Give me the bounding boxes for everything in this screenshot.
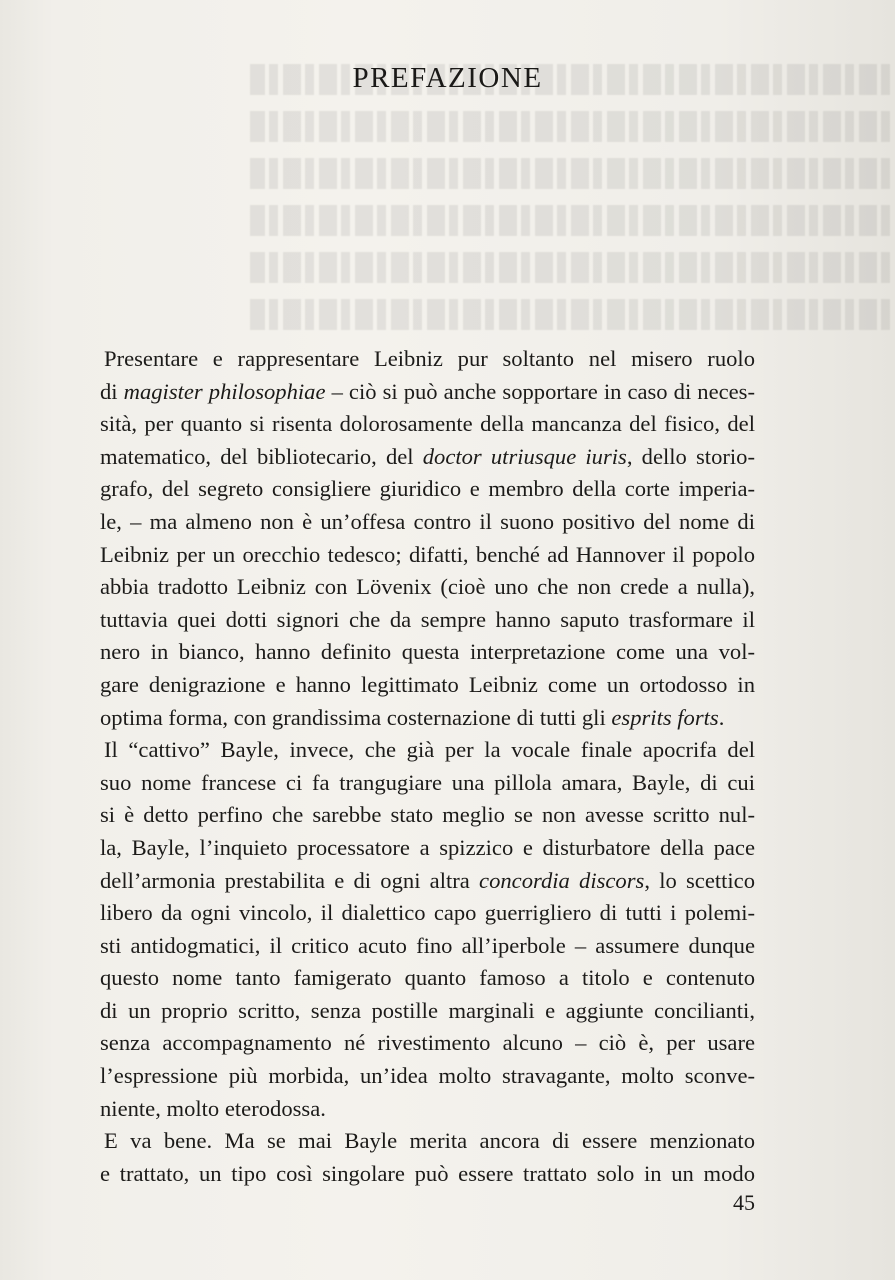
text-line: dell’armonia prestabilita e di ogni altra concordia discors, lo scettico	[100, 867, 755, 893]
text-line: tuttavia quei dotti signori che da sempre hanno saputo trasformare il	[100, 606, 755, 632]
text-line: le, – ma almeno non è un’offesa contro il suono positivo del nome di	[100, 508, 755, 534]
text-line: questo nome tanto famigerato quanto famoso a titolo e contenuto	[100, 965, 755, 991]
text-line: niente, molto eterodossa.	[100, 1095, 326, 1121]
text-line: Leibniz per un orecchio tedesco; difatti, benché ad Hannover il popolo	[100, 541, 755, 567]
show-through-text	[250, 52, 890, 342]
paragraph	[100, 1125, 755, 1190]
body-text	[100, 343, 755, 1190]
text-line: E va bene. Ma se mai Bayle merita ancora di essere menzionato	[104, 1128, 755, 1154]
text-line: grafo, del segreto consigliere giuridico e membro della corte imperia-	[100, 476, 755, 502]
page-number: 45	[733, 1190, 755, 1215]
text-line: optima forma, con grandissima costernazione di tutti gli esprits forts.	[100, 704, 725, 730]
italic-term: esprits forts	[611, 704, 719, 730]
text-line: suo nome francese ci fa trangugiare una pillola amara, Bayle, di cui	[100, 769, 755, 795]
text-line: nero in bianco, hanno definito questa interpretazione come una vol-	[100, 639, 755, 665]
text-line: matematico, del bibliotecario, del doctor utriusque iuris, dello storio-	[100, 443, 755, 469]
text-line: abbia tradotto Leibniz con Lövenix (cioè uno che non crede a nulla),	[100, 574, 755, 600]
paragraph	[100, 343, 755, 734]
italic-term: concordia discors	[479, 867, 645, 893]
text-line: la, Bayle, l’inquieto processatore a spizzico e disturbatore della pace	[100, 834, 755, 860]
text-line: libero da ogni vincolo, il dialettico capo guerrigliero di tutti i polemi-	[100, 900, 755, 926]
paragraph	[100, 734, 755, 1125]
text-line: senza accompagnamento né rivestimento alcuno – ciò è, per usare	[100, 1030, 755, 1056]
italic-term: magister philosophiae	[123, 378, 326, 404]
text-line: Il “cattivo” Bayle, invece, che già per la vocale finale apocrifa del	[104, 737, 755, 763]
text-line: di un proprio scritto, senza postille marginali e aggiunte concilianti,	[100, 997, 755, 1023]
page-title: PREFAZIONE	[352, 62, 543, 94]
text-line: sità, per quanto si risenta dolorosamente della mancanza del fisico, del	[100, 411, 755, 437]
text-line: gare denigrazione e hanno legittimato Leibniz come un ortodosso in	[100, 671, 755, 697]
text-line: e trattato, un tipo così singolare può essere trattato solo in un modo	[100, 1160, 755, 1186]
text-line: di magister philosophiae – ciò si può anche sopportare in caso di neces-	[100, 378, 755, 404]
italic-term: doctor utriusque iuris	[422, 443, 627, 469]
text-line: si è detto perfino che sarebbe stato meglio se non avesse scritto nul-	[100, 802, 755, 828]
text-line: Presentare e rappresentare Leibniz pur soltanto nel misero ruolo	[104, 346, 755, 371]
text-line: sti antidogmatici, il critico acuto fino all’iperbole – assumere dunque	[100, 932, 755, 958]
text-line: l’espressione più morbida, un’idea molto stravagante, molto sconve-	[100, 1063, 755, 1089]
